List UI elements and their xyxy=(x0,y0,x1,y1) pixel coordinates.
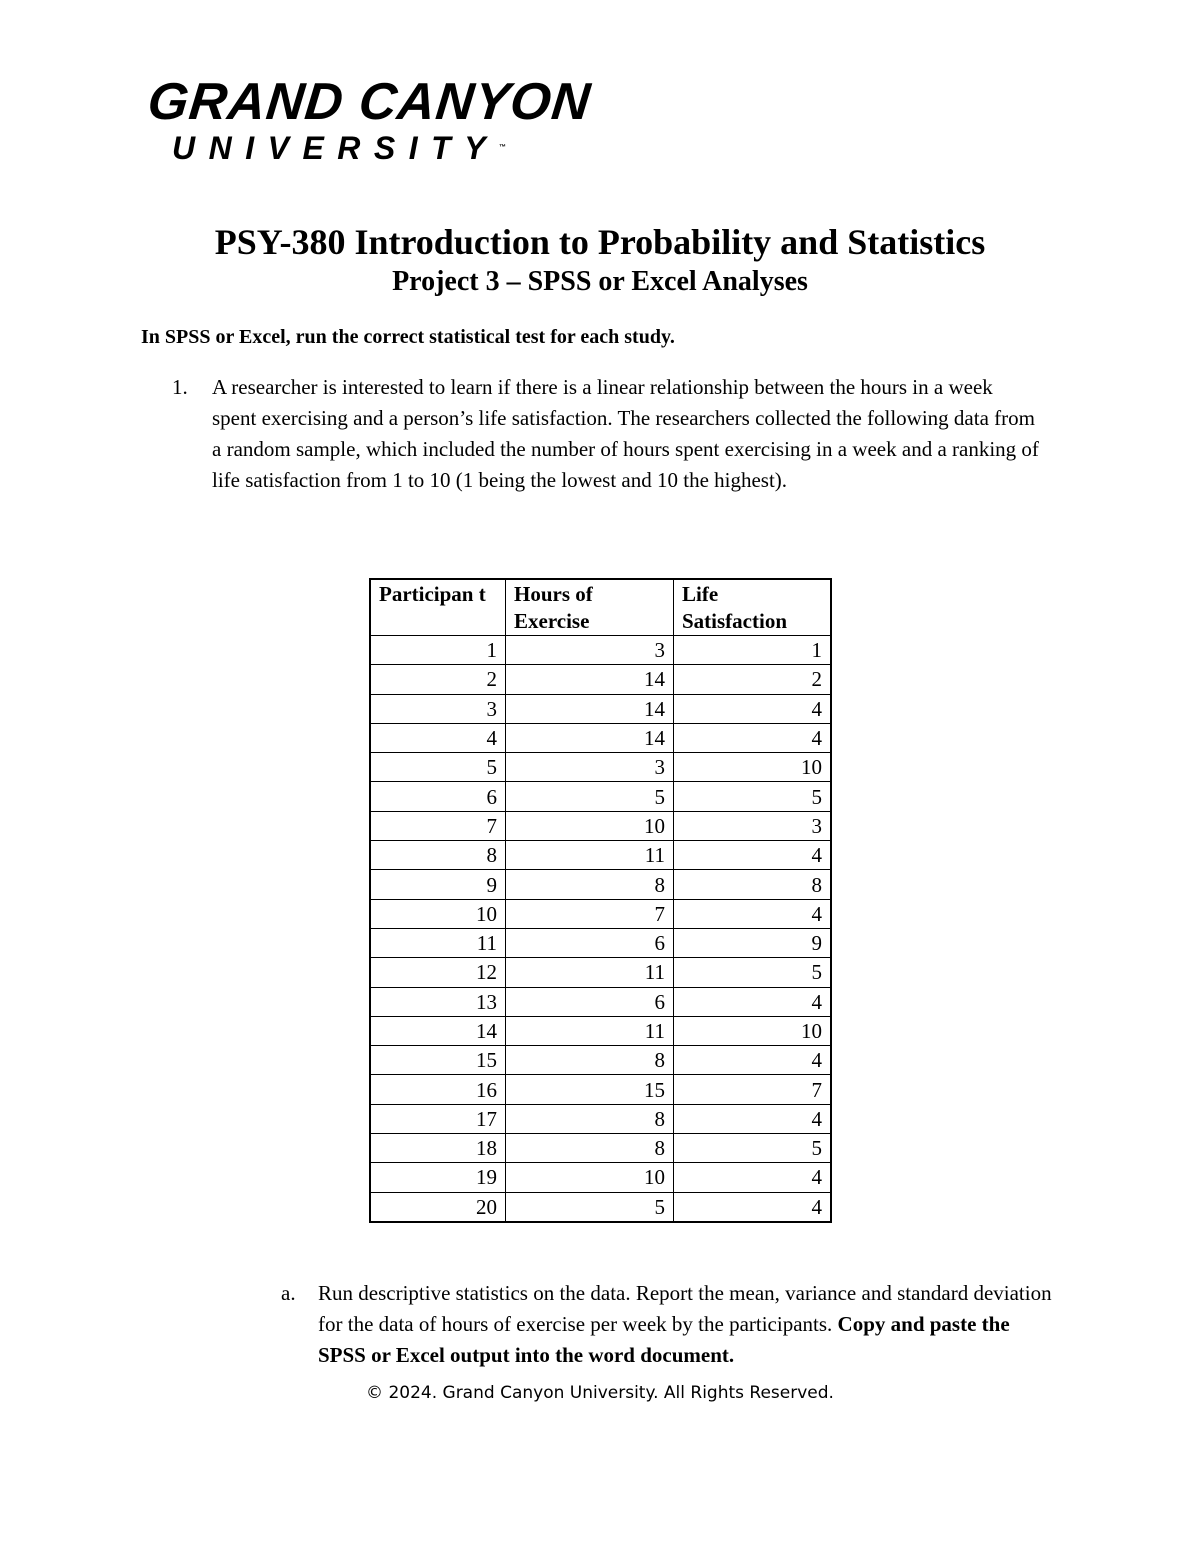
cell-participant: 19 xyxy=(370,1163,506,1192)
cell-participant: 8 xyxy=(370,841,506,870)
subquestion-body: Run descriptive statistics on the data. Report the mean, variance and standard deviation for the data of hours of exercise per week by the participants. xyxy=(318,1281,1052,1336)
cell-participant: 7 xyxy=(370,811,506,840)
cell-hours: 11 xyxy=(506,958,674,987)
cell-participant: 12 xyxy=(370,958,506,987)
logo-wordmark-line2 xyxy=(172,130,506,166)
table-body xyxy=(370,636,831,1222)
cell-participant: 13 xyxy=(370,987,506,1016)
cell-participant: 1 xyxy=(370,636,506,665)
table-row xyxy=(370,811,831,840)
cell-hours: 6 xyxy=(506,928,674,957)
question-text: A researcher is interested to learn if there is a linear relationship between the hours in a week spent exercising and a person’s life satisfaction. The researchers collected the following data from a random sample, which included the number of hours spent exercising in a week and a ranking of life satisfaction from 1 to 10 (1 being the lowest and 10 the highest). xyxy=(212,375,1039,492)
cell-satisfaction: 5 xyxy=(674,958,832,987)
cell-participant: 17 xyxy=(370,1104,506,1133)
table-row xyxy=(370,899,831,928)
cell-hours: 8 xyxy=(506,1104,674,1133)
table-row xyxy=(370,987,831,1016)
cell-satisfaction: 5 xyxy=(674,1134,832,1163)
cell-participant: 6 xyxy=(370,782,506,811)
cell-satisfaction: 8 xyxy=(674,870,832,899)
cell-hours: 8 xyxy=(506,1046,674,1075)
cell-hours: 14 xyxy=(506,723,674,752)
cell-participant: 4 xyxy=(370,723,506,752)
cell-hours: 3 xyxy=(506,753,674,782)
column-header-hours: Hours of Exercise xyxy=(506,579,674,636)
cell-satisfaction: 9 xyxy=(674,928,832,957)
table-row xyxy=(370,1075,831,1104)
data-table xyxy=(369,578,832,1223)
logo-wordmark-line1: GRAND CANYON xyxy=(144,73,594,131)
cell-satisfaction: 7 xyxy=(674,1075,832,1104)
table-row xyxy=(370,1046,831,1075)
logo-wordmark-line2-text: UNIVERSITY xyxy=(172,130,500,166)
cell-satisfaction: 2 xyxy=(674,665,832,694)
university-logo xyxy=(144,72,594,172)
cell-hours: 10 xyxy=(506,811,674,840)
cell-participant: 5 xyxy=(370,753,506,782)
column-header-satisfaction: Life Satisfaction xyxy=(674,579,832,636)
cell-satisfaction: 3 xyxy=(674,811,832,840)
cell-satisfaction: 1 xyxy=(674,636,832,665)
cell-participant: 14 xyxy=(370,1016,506,1045)
subquestion-text xyxy=(318,1278,1058,1371)
cell-participant: 3 xyxy=(370,694,506,723)
table-row xyxy=(370,694,831,723)
cell-hours: 14 xyxy=(506,665,674,694)
cell-satisfaction: 4 xyxy=(674,987,832,1016)
table-row xyxy=(370,753,831,782)
cell-hours: 14 xyxy=(506,694,674,723)
document-title: PSY-380 Introduction to Probability and Statistics xyxy=(214,222,986,262)
table-row xyxy=(370,1016,831,1045)
copyright-footer: © 2024. Grand Canyon University. All Rights Reserved. xyxy=(366,1383,834,1403)
document-subtitle: Project 3 – SPSS or Excel Analyses xyxy=(392,266,808,297)
table-header-row xyxy=(370,579,831,636)
cell-hours: 6 xyxy=(506,987,674,1016)
table-row xyxy=(370,841,831,870)
table-row xyxy=(370,1192,831,1222)
trademark-symbol: ™ xyxy=(499,144,507,151)
table-row xyxy=(370,723,831,752)
cell-hours: 3 xyxy=(506,636,674,665)
cell-satisfaction: 4 xyxy=(674,841,832,870)
table-row xyxy=(370,1104,831,1133)
cell-hours: 10 xyxy=(506,1163,674,1192)
cell-hours: 11 xyxy=(506,841,674,870)
cell-participant: 18 xyxy=(370,1134,506,1163)
table-row xyxy=(370,665,831,694)
cell-satisfaction: 4 xyxy=(674,723,832,752)
subquestion-bold-instruction: Copy and paste the SPSS or Excel output into the word document. xyxy=(318,1312,1010,1367)
cell-satisfaction: 10 xyxy=(674,753,832,782)
table-row xyxy=(370,958,831,987)
cell-participant: 10 xyxy=(370,899,506,928)
table-row xyxy=(370,1163,831,1192)
cell-satisfaction: 4 xyxy=(674,1163,832,1192)
cell-hours: 5 xyxy=(506,782,674,811)
cell-hours: 11 xyxy=(506,1016,674,1045)
table-row xyxy=(370,1134,831,1163)
cell-participant: 15 xyxy=(370,1046,506,1075)
cell-hours: 8 xyxy=(506,1134,674,1163)
table-row xyxy=(370,782,831,811)
table-row xyxy=(370,636,831,665)
table-row xyxy=(370,870,831,899)
question-number: 1. xyxy=(172,375,188,399)
cell-hours: 5 xyxy=(506,1192,674,1222)
cell-participant: 11 xyxy=(370,928,506,957)
column-header-participant: Participan t xyxy=(370,579,506,636)
subquestion-letter: a. xyxy=(281,1281,296,1305)
cell-participant: 2 xyxy=(370,665,506,694)
cell-satisfaction: 4 xyxy=(674,1192,832,1222)
cell-hours: 15 xyxy=(506,1075,674,1104)
table-row xyxy=(370,928,831,957)
cell-hours: 8 xyxy=(506,870,674,899)
cell-satisfaction: 4 xyxy=(674,899,832,928)
cell-satisfaction: 10 xyxy=(674,1016,832,1045)
cell-hours: 7 xyxy=(506,899,674,928)
cell-satisfaction: 4 xyxy=(674,1104,832,1133)
cell-participant: 9 xyxy=(370,870,506,899)
cell-participant: 16 xyxy=(370,1075,506,1104)
cell-satisfaction: 4 xyxy=(674,1046,832,1075)
cell-participant: 20 xyxy=(370,1192,506,1222)
instruction-text: In SPSS or Excel, run the correct statistical test for each study. xyxy=(141,326,675,348)
cell-satisfaction: 5 xyxy=(674,782,832,811)
cell-satisfaction: 4 xyxy=(674,694,832,723)
